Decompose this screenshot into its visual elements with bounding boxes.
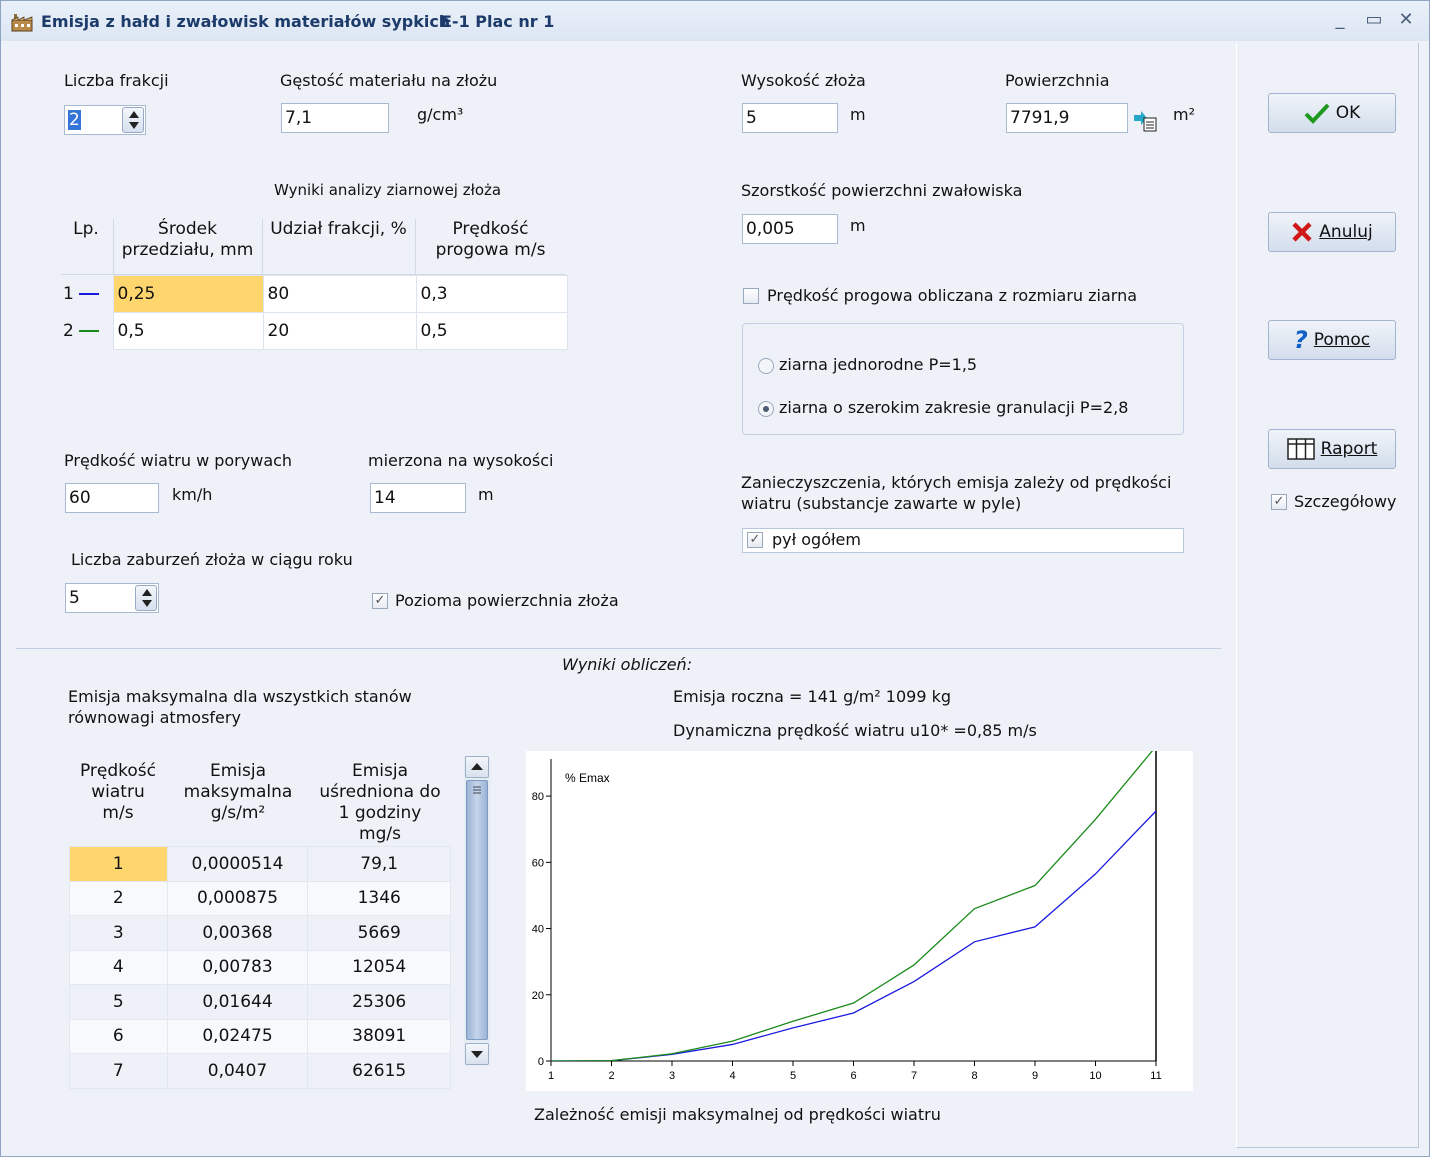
results-caption-2: równowagi atmosfery [68,708,241,727]
window-title: Emisja z hałd i zwałowisk materiałów sypkich [41,12,451,31]
disturbances-spinner[interactable] [135,585,157,611]
series-line-2 [551,746,1156,1061]
grain-header-mid: Środek przedziału, mm [113,219,261,275]
max-emission-cell[interactable]: 0,01644 [167,985,308,1020]
help-label: Pomoc [1313,330,1371,350]
grain-threshold-cell[interactable]: 0,5 [416,313,567,350]
results-header-speed [69,761,167,824]
scroll-down-button[interactable] [465,1043,489,1065]
wind-unit: km/h [172,485,213,504]
x-tick-label: 3 [668,1070,676,1082]
grain-mid-cell[interactable]: 0,5 [113,313,263,350]
fractions-value: 2 [69,110,80,130]
grip-icon [467,781,487,801]
grain-header [61,211,566,275]
pollutants-label-2: wiatru (substancje zawarte w pyle) [741,494,1022,513]
row-number: 2 [63,321,74,341]
grain-threshold-cell[interactable]: 0,3 [416,276,567,313]
grain-title: Wyniki analizy ziarnowej złoża [274,181,502,199]
scroll-thumb[interactable] [466,780,488,1040]
header-line: Prędkość [79,761,157,781]
header-line: 1 godziny [338,803,422,823]
uniform-grain-radio[interactable] [758,358,774,374]
avg-emission-cell[interactable]: 1346 [308,881,451,916]
dynamic-wind-speed: Dynamiczna prędkość wiatru u10* =0,85 m/s [673,721,1037,740]
height-input[interactable]: 5 [742,103,838,133]
x-tick-label: 9 [1031,1070,1039,1082]
question-icon: ? [1293,326,1308,354]
area-unit: m² [1173,105,1195,124]
table-row[interactable] [70,881,451,916]
max-emission-cell[interactable]: 0,0000514 [167,847,308,882]
annual-emission: Emisja roczna = 141 g/m² 1099 kg [673,687,952,706]
roughness-unit: m [850,216,866,235]
y-tick-label: 80 [531,791,544,804]
grain-table [61,275,568,350]
help-button[interactable] [1268,320,1396,360]
measured-input[interactable]: 14 [370,483,466,513]
avg-emission-cell[interactable]: 5669 [308,916,451,951]
pollutants-list [742,528,1184,553]
x-tick-label: 11 [1150,1070,1162,1082]
grain-share-cell[interactable]: 80 [263,276,416,313]
max-emission-cell[interactable]: 0,00368 [167,916,308,951]
roughness-label: Szorstkość powierzchni zwałowiska [741,181,1023,200]
results-header-avg [309,761,451,845]
calculate-area-icon[interactable] [1133,109,1159,133]
fractions-label: Liczba frakcji [64,71,169,90]
emission-chart [526,751,1193,1091]
table-row [61,276,567,313]
grain-row-index [61,276,113,313]
table-row[interactable] [70,916,451,951]
speed-cell[interactable]: 6 [70,1019,168,1054]
speed-cell[interactable]: 7 [70,1054,168,1089]
density-unit: g/cm³ [417,105,464,124]
y-tick-label: 0 [537,1056,544,1068]
grain-row-index [61,313,113,350]
max-emission-cell[interactable]: 0,000875 [167,881,308,916]
density-input[interactable]: 7,1 [281,103,389,133]
horizontal-label: Pozioma powierzchnia złoża [395,591,619,610]
uniform-grain-label: ziarna jednorodne P=1,5 [779,355,978,374]
speed-cell[interactable]: 1 [70,847,168,882]
grain-header-share: Udział frakcji, % [262,219,414,275]
pollutants-label-1: Zanieczyszczenia, których emisja zależy od prędkości [741,473,1172,492]
wind-input[interactable]: 60 [65,483,159,513]
separator [16,648,1221,649]
threshold-calc-label: Prędkość progowa obliczana z rozmiaru ziarna [767,286,1138,305]
factory-icon [11,12,33,32]
speed-cell[interactable]: 4 [70,950,168,985]
button-panel [1236,43,1419,1148]
header-line: uśredniona do [319,782,441,802]
scroll-up-button[interactable] [465,756,489,778]
measured-label: mierzona na wysokości [368,451,554,470]
avg-emission-cell[interactable]: 25306 [308,985,451,1020]
pollutant-label: pył ogółem [772,530,861,549]
fractions-spinner[interactable] [122,107,144,133]
x-tick-label: 6 [850,1070,857,1082]
pollutant-checkbox[interactable]: ✓ [747,532,763,548]
speed-cell[interactable]: 2 [70,881,168,916]
table-row[interactable] [70,950,451,985]
cross-icon [1291,221,1313,243]
results-header [69,753,451,846]
table-row[interactable] [70,847,451,882]
avg-emission-cell[interactable]: 12054 [308,950,451,985]
header-line: m/s [102,803,134,823]
row-number: 1 [63,284,74,304]
disturbances-label: Liczba zaburzeń złoża w ciągu roku [71,550,353,569]
grain-mid-cell[interactable]: 0,25 [113,276,263,313]
y-tick-label: 20 [531,989,544,1002]
series-line-icon [79,329,99,333]
results-title: Wyniki obliczeń: [562,655,693,674]
height-unit: m [850,105,866,124]
report-label: Raport [1320,439,1378,459]
header-line: Emisja [209,761,267,781]
cancel-label: Anuluj [1319,222,1373,242]
grain-type-group [742,323,1184,435]
roughness-input[interactable]: 0,005 [742,214,838,244]
area-input[interactable]: 7791,9 [1006,103,1128,133]
speed-cell[interactable]: 3 [70,916,168,951]
x-tick-label: 8 [971,1070,978,1082]
detailed-label: Szczegółowy [1294,492,1397,511]
wide-grain-radio[interactable] [758,401,774,417]
ok-label: OK [1335,103,1361,123]
table-row [61,313,567,350]
header-line: wiatru [91,782,145,802]
ok-button[interactable] [1268,93,1396,133]
disturbances-input[interactable]: 5 [65,583,159,613]
chart-caption: Zależność emisji maksymalnej od prędkości wiatru [534,1105,941,1124]
header-line: Emisja [351,761,409,781]
results-table-viewport [69,846,451,1081]
horizontal-checkbox[interactable]: ✓ [372,593,388,609]
threshold-calc-checkbox[interactable] [743,288,759,304]
arrow-down-icon [466,1044,488,1064]
max-emission-cell[interactable]: 0,02475 [167,1019,308,1054]
avg-emission-cell[interactable]: 38091 [308,1019,451,1054]
main-panel [4,43,1231,1153]
grain-header-lp: Lp. [73,219,99,239]
window-code: E-1 Plac nr 1 [441,12,555,31]
wide-grain-label: ziarna o szerokim zakresie granulacji P=2,8 [779,398,1129,417]
height-label: Wysokość złoża [741,71,866,90]
x-tick-label: 5 [789,1070,797,1082]
max-emission-cell[interactable]: 0,00783 [167,950,308,985]
avg-emission-cell[interactable]: 62615 [308,1054,451,1089]
checkmark-icon [1304,102,1330,124]
header-line: maksymalna [183,782,293,802]
grain-header-threshold: Prędkość progowa m/s [415,219,565,275]
arrow-up-icon [466,757,488,777]
header-line: g/s/m² [210,803,266,823]
chart-svg [526,751,1193,1091]
detailed-checkbox[interactable]: ✓ [1271,494,1287,510]
results-scrollbar[interactable] [464,756,490,1066]
table-row[interactable] [70,1054,451,1089]
close-button[interactable]: ✕ [1398,9,1414,30]
y-axis-label: % Emax [565,771,610,785]
x-tick-label: 2 [608,1070,615,1082]
header-line: mg/s [359,824,401,844]
minimize-button[interactable]: _ [1335,9,1345,30]
table-row[interactable] [70,1019,451,1054]
table-row[interactable] [70,985,451,1020]
speed-cell[interactable]: 5 [70,985,168,1020]
y-tick-label: 60 [531,857,544,870]
report-button[interactable] [1268,429,1396,469]
x-tick-label: 10 [1089,1070,1102,1082]
results-table [69,846,451,1089]
cancel-button[interactable] [1268,212,1396,252]
wind-label: Prędkość wiatru w porywach [64,451,293,470]
x-tick-label: 7 [910,1070,918,1082]
maximize-button[interactable]: ▭ [1365,9,1383,30]
title-bar [1,1,1429,41]
avg-emission-cell[interactable]: 79,1 [308,847,451,882]
series-line-1 [551,811,1156,1061]
density-label: Gęstość materiału na złożu [280,71,498,90]
results-header-max [168,761,308,824]
table-icon [1287,437,1315,461]
x-tick-label: 4 [729,1070,736,1082]
grain-share-cell[interactable]: 20 [263,313,416,350]
measured-unit: m [478,485,494,504]
max-emission-cell[interactable]: 0,0407 [167,1054,308,1089]
results-caption-1: Emisja maksymalna dla wszystkich stanów [68,687,412,706]
x-tick-label: 1 [547,1070,555,1082]
y-tick-label: 40 [531,923,544,936]
series-line-icon [79,292,99,296]
area-label: Powierzchnia [1005,71,1110,90]
